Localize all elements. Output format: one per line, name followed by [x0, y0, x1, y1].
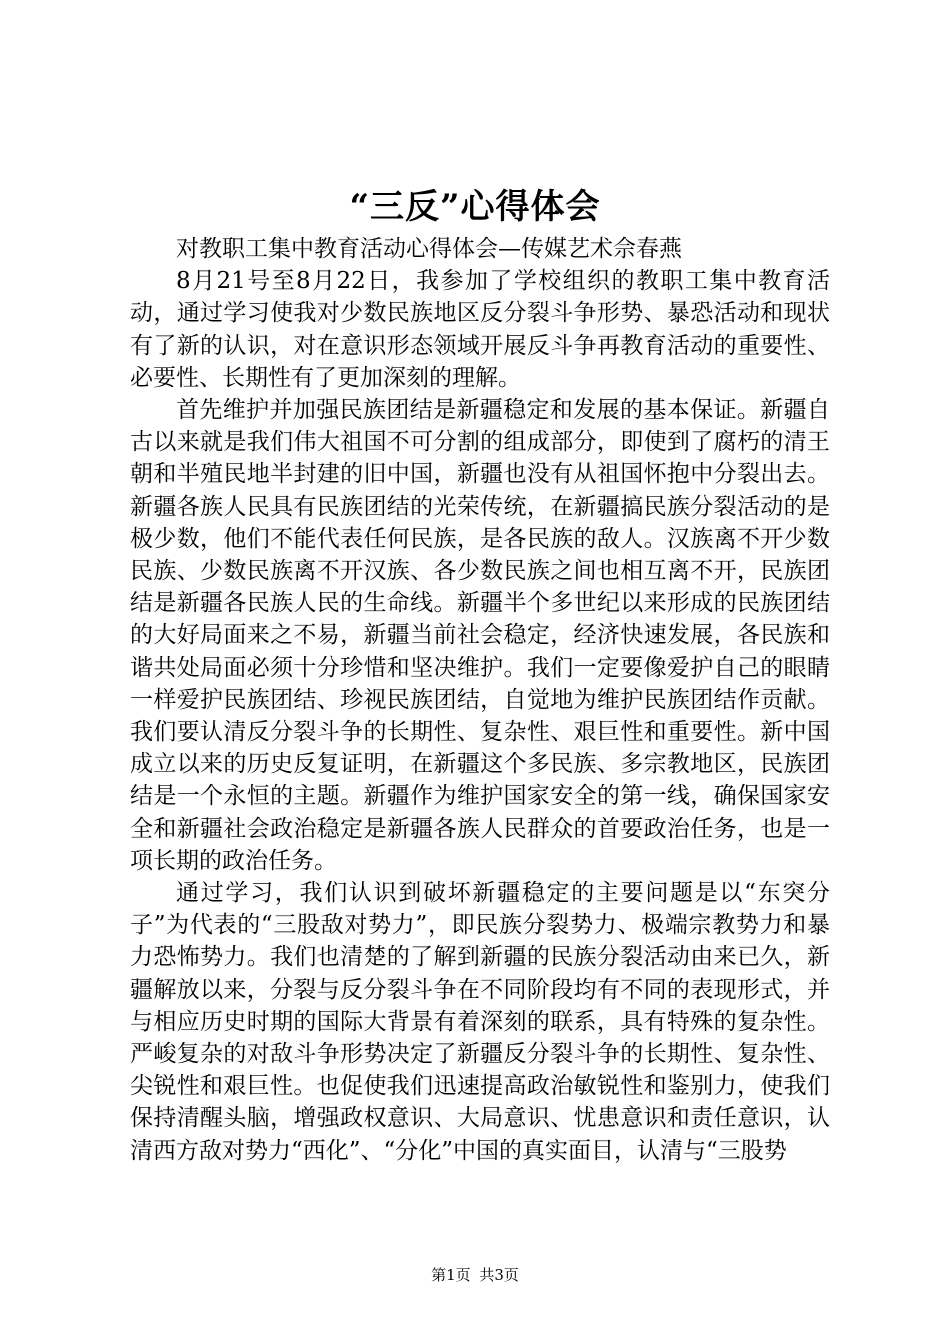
page-footer [0, 1265, 950, 1285]
subtitle-paragraph: 对教职工集中教育活动心得体会—传媒艺术佘春燕 [176, 236, 682, 262]
body-paragraph: 通过学习，我们认识到破坏新疆稳定的主要问题是以“东突分子”为代表的“三股敌对势力”，即民族分裂势力、极端宗教势力和暴力恐怖势力。我们也清楚的了解到新疆的民族分裂活动由来已久，新疆解放以来，分裂与反分裂斗争在不同阶段均有不同的表现形式，并与相应历史时期的国际大背景有着深刻的联系，具有特殊的复杂性。严峻复杂的对敌斗争形势决定了新疆反分裂斗争的长期性、复杂性、尖锐性和艰巨性。也促使我们迅速提高政治敏锐性和鉴别力，使我们保持清醒头脑，增强政权意识、大局意识、忧患意识和责任意识，认清西方敌对势力“西化”、“分化”中国的真实面目，认清与“三股势 [130, 880, 830, 1164]
document-body [130, 233, 830, 1167]
page-number: 第1页 [431, 1266, 471, 1284]
body-paragraph: 8月21号至8月22日，我参加了学校组织的教职工集中教育活动，通过学习使我对少数民族地区反分裂斗争形势、暴恐活动和现状有了新的认识，对在意识形态领域开展反斗争再教育活动的重要性、必要性、长期性有了更加深刻的理解。 [130, 268, 830, 391]
body-paragraph: 首先维护并加强民族团结是新疆稳定和发展的基本保证。新疆自古以来就是我们伟大祖国不可分割的组成部分，即使到了腐朽的清王朝和半殖民地半封建的旧中国，新疆也没有从祖国怀抱中分裂出去。新疆各族人民具有民族团结的光荣传统，在新疆搞民族分裂活动的是极少数，他们不能代表任何民族，是各民族的敌人。汉族离不开少数民族、少数民族离不开汉族、各少数民族之间也相互离不开，民族团结是新疆各民族人民的生命线。新疆半个多世纪以来形成的民族团结的大好局面来之不易，新疆当前社会稳定，经济快速发展，各民族和谐共处局面必须十分珍惜和坚决维护。我们一定要像爱护自己的眼睛一样爱护民族团结、珍视民族团结，自觉地为维护民族团结作贡献。我们要认清反分裂斗争的长期性、复杂性、艰巨性和重要性。新中国成立以来的历史反复证明，在新疆这个多民族、多宗教地区，民族团结是一个永恒的主题。新疆作为维护国家安全的第一线，确保国家安全和新疆社会政治稳定是新疆各族人民群众的首要政治任务，也是一项长期的政治任务。 [130, 397, 830, 874]
page-total: 共3页 [479, 1266, 519, 1284]
document-title: “三反”心得体会 [349, 187, 601, 227]
